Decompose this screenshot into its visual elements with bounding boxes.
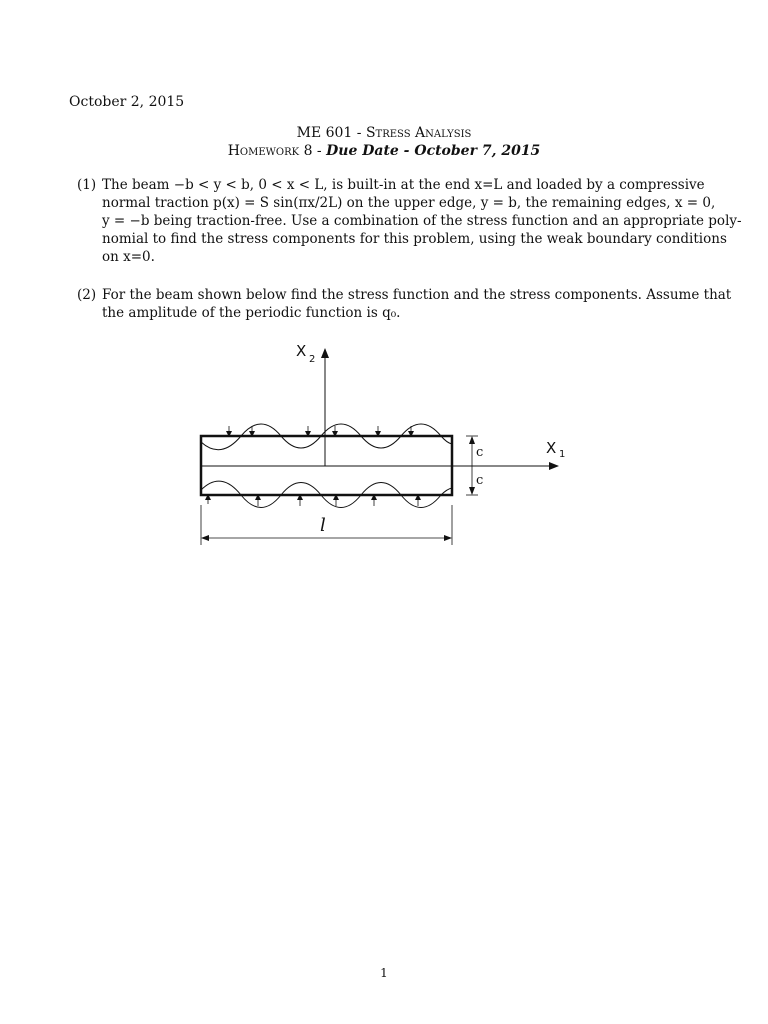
course-line: ME 601 - Stress Analysis: [296, 125, 472, 141]
problem-1-number: (1): [77, 177, 97, 193]
x1-axis-label: X: [546, 439, 557, 457]
problem-2-number: (2): [77, 287, 97, 303]
problem-1-line-4: nomial to find the stress components for this problem, using the weak boundary conditions: [102, 231, 727, 247]
length-dimension: [201, 505, 452, 545]
problem-2-line-2: the amplitude of the periodic function is q₀.: [102, 305, 401, 321]
due-date: Due Date - October 7, 2015: [326, 143, 541, 159]
x2-axis-subscript: 2: [309, 354, 316, 365]
problem-2-line-1: For the beam shown below find the stress function and the stress components. Assume that: [102, 287, 732, 303]
document-date: October 2, 2015: [69, 94, 185, 110]
length-label: l: [320, 515, 326, 536]
upper-load-arrows: [229, 426, 411, 436]
problem-1-line-5: on x=0.: [102, 249, 155, 265]
homework-prefix: Homework 8 -: [227, 143, 327, 159]
problem-1-line-3: y = −b being traction-free. Use a combination of the stress function and an appropriate poly-: [102, 213, 742, 229]
page-number: 1: [380, 966, 388, 980]
lower-load-arrows: [208, 495, 418, 506]
x1-axis-subscript: 1: [559, 449, 566, 460]
upper-c-label: c: [476, 445, 484, 460]
problem-1-line-2: normal traction p(x) = S sin(πx/2L) on the upper edge, y = b, the remaining edges, x = 0,: [102, 195, 716, 211]
x2-axis-label: X: [296, 342, 307, 360]
lower-c-label: c: [476, 473, 484, 488]
problem-1-line-1: The beam −b < y < b, 0 < x < L, is built-in at the end x=L and loaded by a compressive: [102, 177, 705, 193]
